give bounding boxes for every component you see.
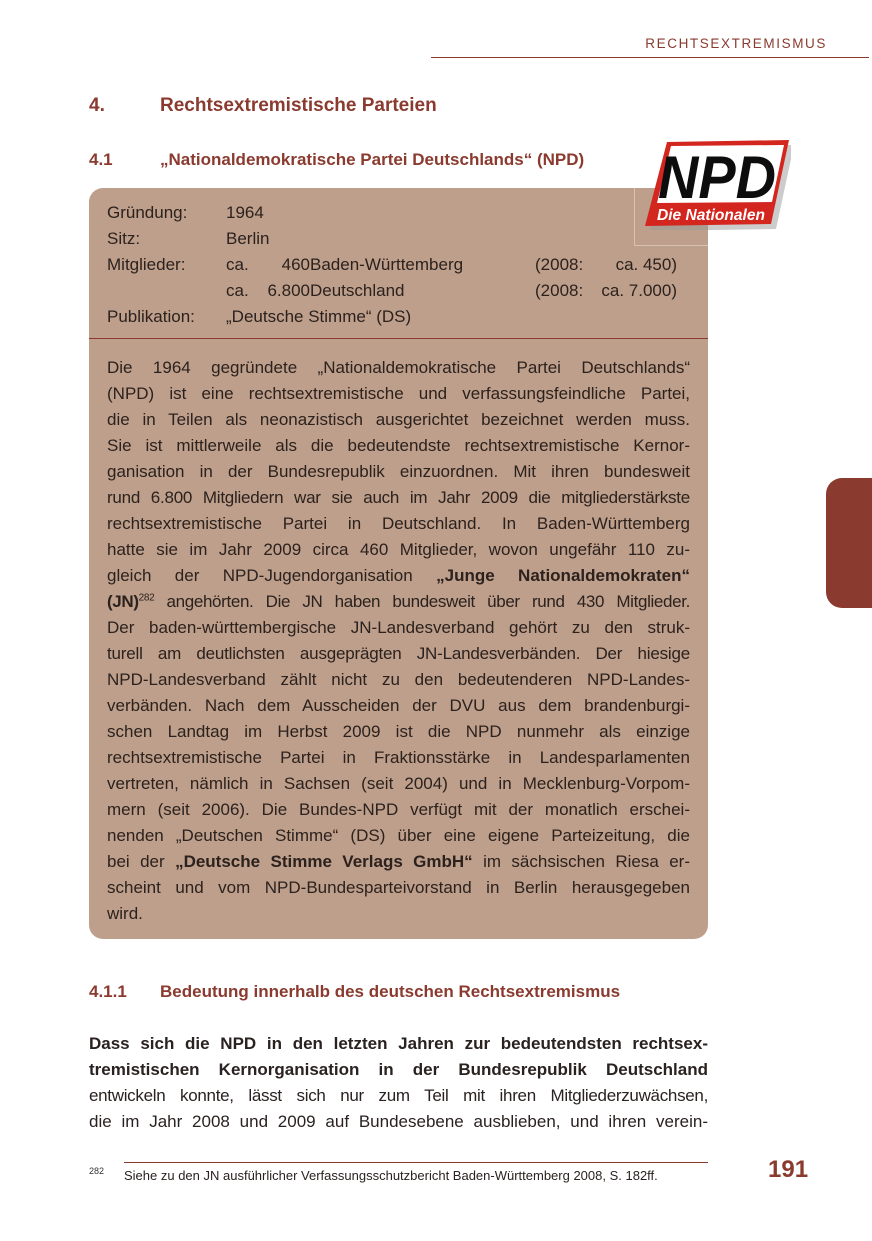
text-line: nenden „Deutschen Stimme“ (DS) über eine eigene Parteizeitung, die <box>107 826 690 845</box>
section-number: 4.1 <box>89 150 113 169</box>
section-title: „Nationaldemokratische Partei Deutschlands“ (NPD) <box>160 150 585 169</box>
box-divider <box>89 338 708 339</box>
members-prev-label: (2008: <box>535 281 584 300</box>
fact-sheet <box>107 200 697 330</box>
members-prev-value: ca. 7.000) <box>601 281 677 300</box>
fact-members-bw <box>107 252 697 278</box>
text-line: rechtsextremistische Partei in Fraktionsstärke in Landesparlamenten <box>107 748 690 767</box>
text-line: Die 1964 gegründete „Nationaldemokratische Partei Deutschlands“ <box>107 358 690 377</box>
founding-value: 1964 <box>226 203 264 222</box>
text-line: ganisation in der Bundesrepublik einzuordnen. Mit ihren bundesweit <box>107 462 690 481</box>
text-segment: bei der <box>107 852 176 871</box>
header-rule <box>431 57 869 58</box>
text-line: mern (seit 2006). Die Bundes-NPD verfügt mit der monatlich erschei- <box>107 800 690 819</box>
text-line: Der baden-württembergische JN-Landesverband gehört zu den struk- <box>107 618 690 637</box>
svg-text:NPD: NPD <box>658 144 776 211</box>
footnote-ref[interactable]: 282 <box>138 592 155 604</box>
text-line: (NPD) ist eine rechtsextremistische und verfassungsfeindliche Partei, <box>107 384 690 403</box>
fact-members-de <box>107 278 697 304</box>
body-paragraph <box>89 1031 708 1135</box>
text-line: NPD-Landesverband zählt nicht zu den bedeutenderen NPD-Landes- <box>107 670 690 689</box>
text-line-bold: Dass sich die NPD in den letzten Jahren zur bedeutendsten rechtsex- <box>89 1034 708 1053</box>
footnote-text: Siehe zu den JN ausführlicher Verfassungsschutzbericht Baden-Württemberg 2008, S. 182ff. <box>124 1168 658 1183</box>
members-place: Baden-Württemberg <box>310 255 464 274</box>
text-line: entwickeln konnte, lässt sich nur zum Teil mit ihren Mitgliederzuwächsen, <box>89 1086 708 1105</box>
text-segment: angehörten. Die JN haben bundesweit über rund 430 Mitglieder. <box>154 592 690 611</box>
members-number: 6.800 <box>267 281 310 300</box>
text-line: verbänden. Nach dem Ausscheiden der DVU aus dem brandenburgi- <box>107 696 690 715</box>
subsection-heading <box>89 982 620 1002</box>
publication-label: Publikation: <box>107 307 195 326</box>
publication-value: „Deutsche Stimme“ (DS) <box>226 307 412 326</box>
footnote-rule <box>124 1162 708 1163</box>
text-line: rund 6.800 Mitgliedern war sie auch im Jahr 2009 die mitgliederstärkste <box>107 488 690 507</box>
text-line <box>107 563 690 589</box>
chapter-side-tab <box>826 478 872 608</box>
section-heading <box>89 150 584 170</box>
text-line: vertreten, nämlich in Sachsen (seit 2004) und in Mecklenburg-Vorpom- <box>107 774 690 793</box>
text-segment: im sächsischen Riesa er- <box>472 852 691 871</box>
fact-publication <box>107 304 697 330</box>
text-line: wird. <box>107 904 143 923</box>
seat-label: Sitz: <box>107 229 141 248</box>
text-line: turell am deutlichsten ausgeprägten JN-Landesverbänden. Der hiesige <box>107 644 690 663</box>
text-line: Sie ist mittlerweile als die bedeutendste rechtsextremistische Kernor- <box>107 436 690 455</box>
text-line <box>107 589 690 615</box>
subsection-number: 4.1.1 <box>89 982 127 1001</box>
text-segment: gleich der NPD-Jugendorganisation <box>107 566 413 585</box>
svg-text:Die Nationalen: Die Nationalen <box>657 207 766 224</box>
box-paragraph <box>107 355 690 927</box>
text-line: rechtsextremistische Partei in Deutschland. In Baden-Württemberg <box>107 514 690 533</box>
members-place: Deutschland <box>310 281 405 300</box>
running-head: RECHTSEXTREMISMUS <box>645 36 827 51</box>
bold-term-verlag: „Deutsche Stimme Verlags GmbH“ <box>175 852 473 871</box>
members-ca: ca. <box>226 255 249 274</box>
text-line: die im Jahr 2008 und 2009 auf Bundesebene ausblieben, und ihren verein- <box>89 1112 708 1131</box>
fact-seat <box>107 226 697 252</box>
members-prev-label: (2008: <box>535 255 584 274</box>
members-label: Mitglieder: <box>107 255 186 274</box>
chapter-title: Rechtsextremistische Parteien <box>160 95 437 116</box>
members-ca: ca. <box>226 281 249 300</box>
footnote-mark: 282 <box>89 1166 105 1176</box>
members-number: 460 <box>281 255 310 274</box>
bold-term-jn: „Junge Nationaldemokraten“ <box>436 566 690 585</box>
page-number: 191 <box>768 1156 809 1183</box>
text-line-bold: tremistischen Kernorganisation in der Bundesrepublik Deutschland <box>89 1060 708 1079</box>
members-prev-value: ca. 450) <box>615 255 677 274</box>
text-line: die in Teilen als neonazistisch ausgerichtet bezeichnet werden muss. <box>107 410 690 429</box>
seat-value: Berlin <box>226 229 270 248</box>
bold-term-jn-short: (JN) <box>107 592 139 611</box>
founding-label: Gründung: <box>107 203 188 222</box>
text-line: scheint und vom NPD-Bundesparteivorstand in Berlin herausgegeben <box>107 878 690 897</box>
text-line <box>107 849 690 875</box>
text-line: schen Landtag im Herbst 2009 ist die NPD nunmehr als einzige <box>107 722 690 741</box>
fact-founding <box>107 200 697 226</box>
chapter-heading <box>89 95 437 117</box>
subsection-title: Bedeutung innerhalb des deutschen Rechtsextremismus <box>160 982 621 1001</box>
chapter-number: 4. <box>89 95 105 116</box>
text-line: hatte sie im Jahr 2009 circa 460 Mitglieder, wovon ungefähr 110 zu- <box>107 540 690 559</box>
